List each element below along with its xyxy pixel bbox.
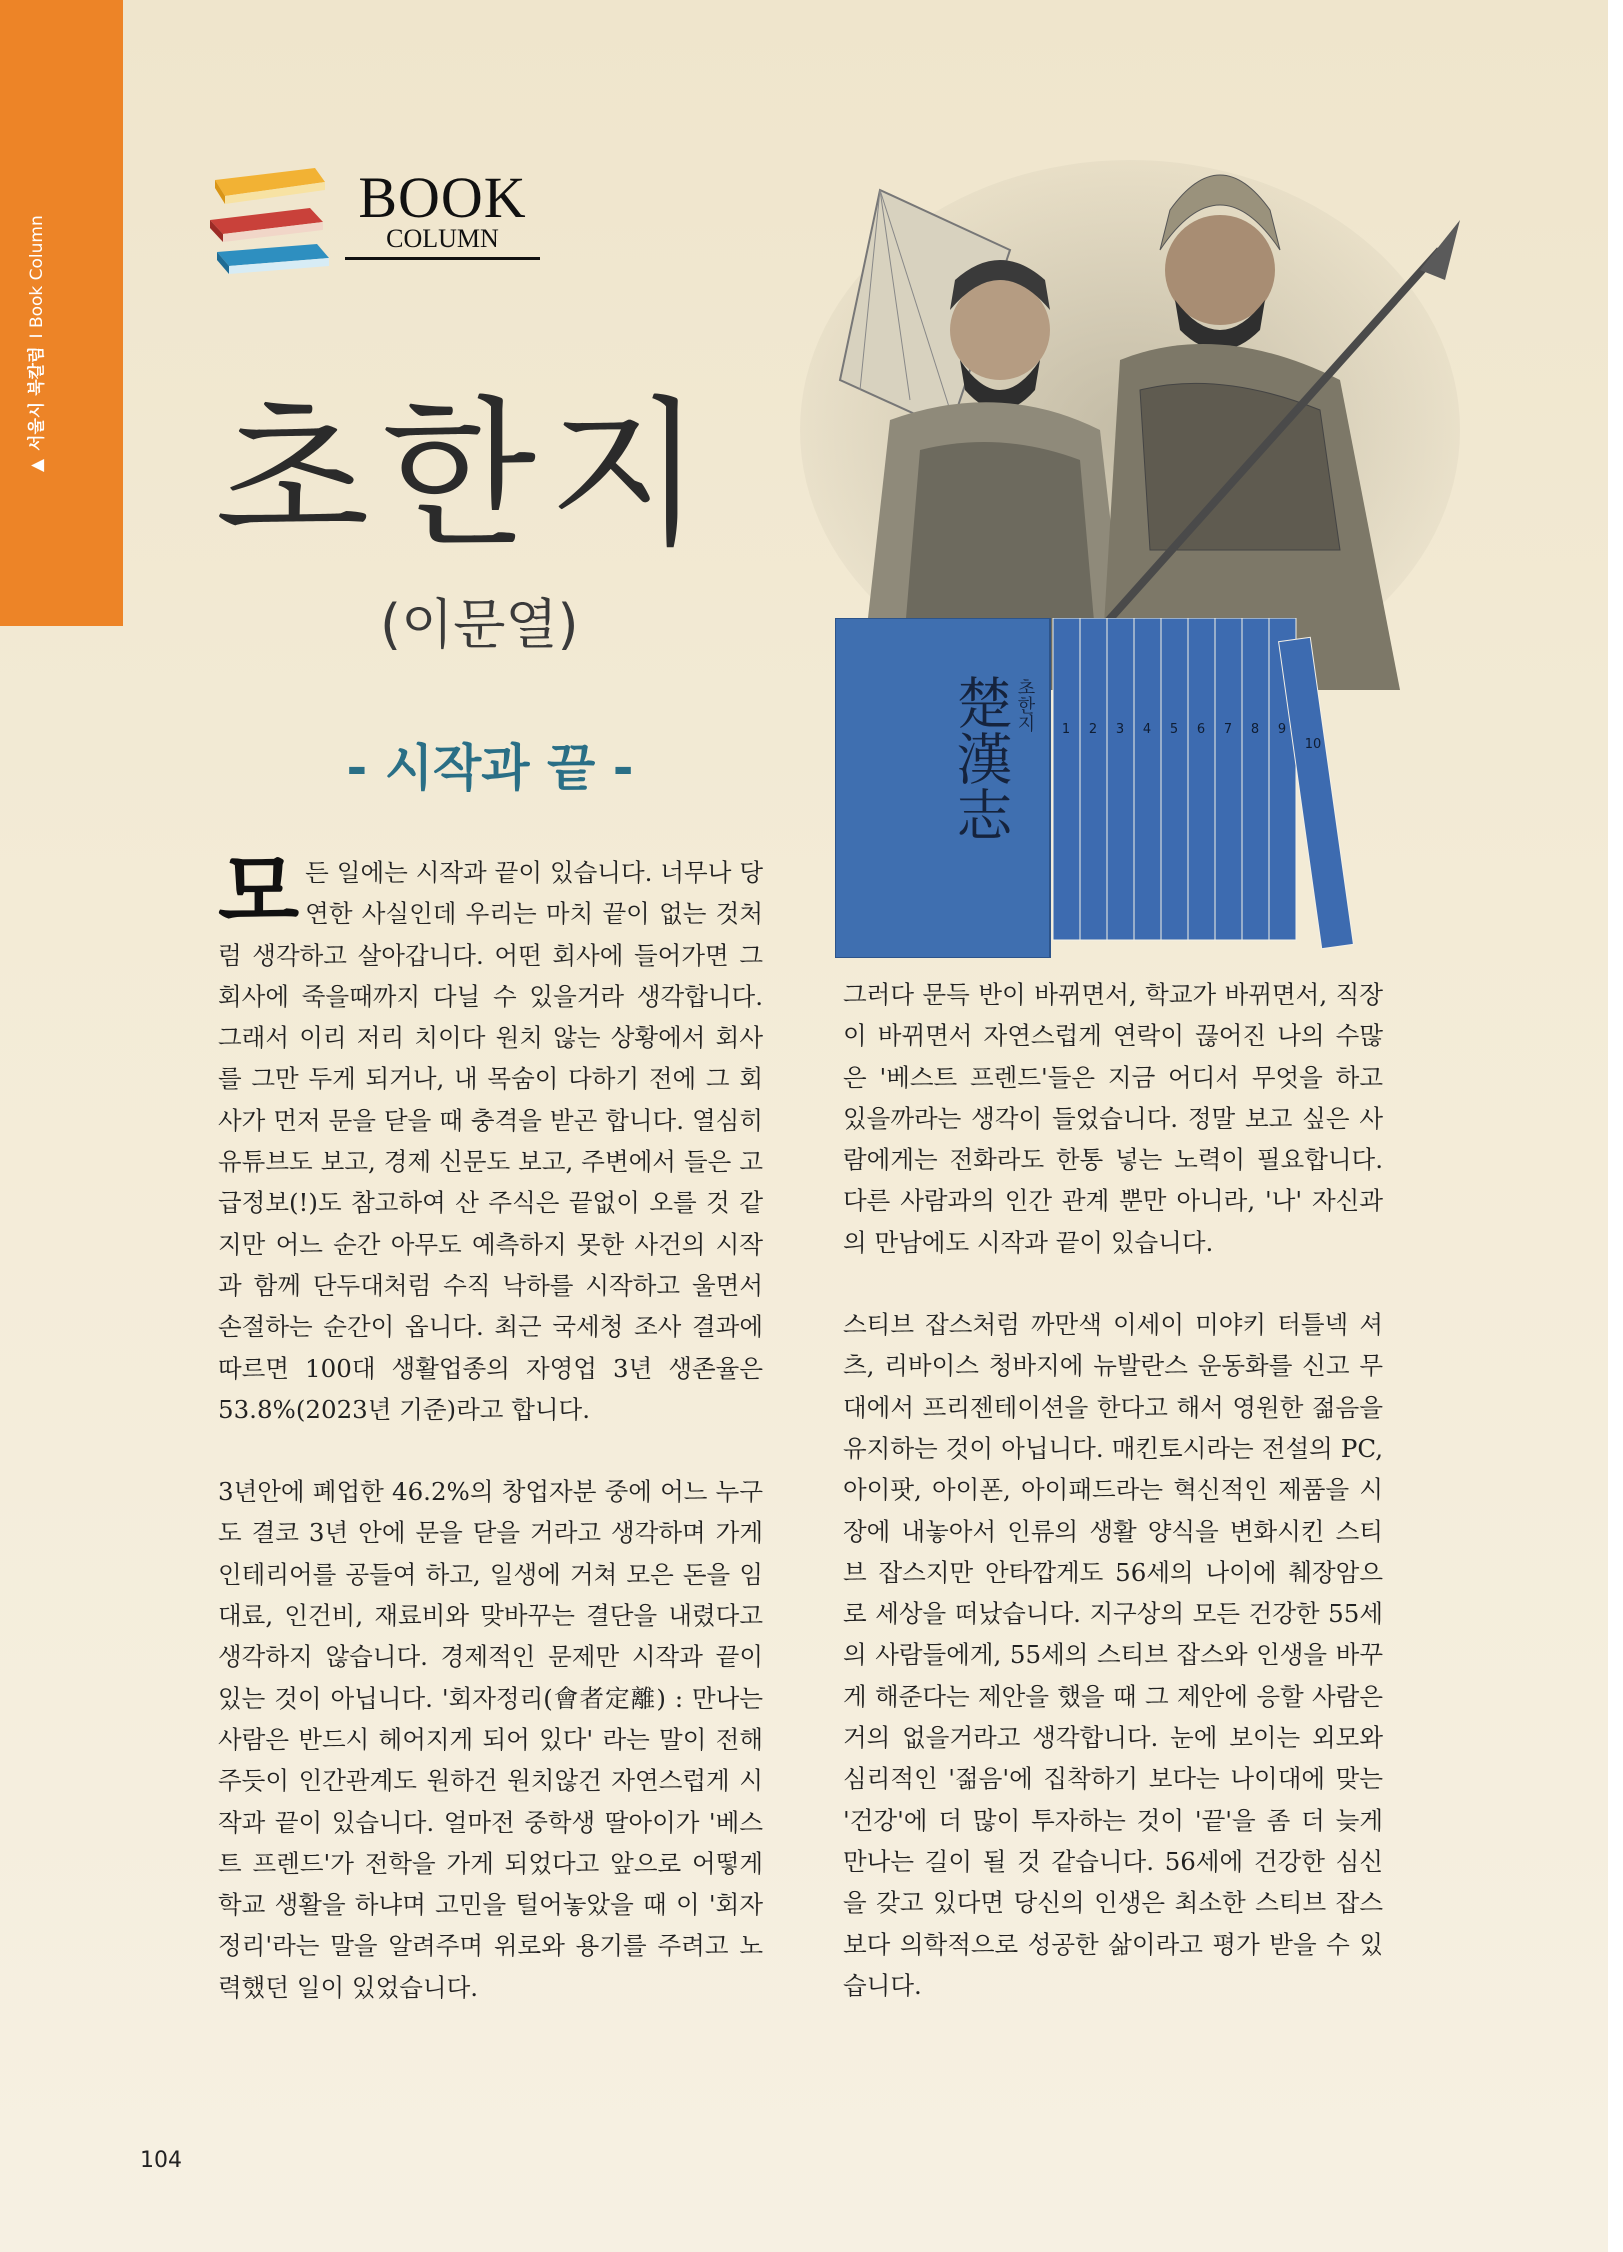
right-paragraph-1: 그러다 문득 반이 바뀌면서, 학교가 바뀌면서, 직장이 바뀌면서 자연스럽게 연락이 끊어진 나의 수많은 '베스트 프렌드'들은 지금 어디서 무엇을 하고 있을까라는 생각이 들었습니다. 정말 보고 싶은 사람에게는 전화라도 한통 넣는 노력이 필요합니다. 다른 사람과의 인간 관계 뿐만 아니라, '나' 자신과의 만남에도 시작과 끝이 있습니다. bbox=[843, 980, 1383, 1257]
volume-2: 2 bbox=[1088, 722, 1098, 737]
volume-9: 9 bbox=[1277, 722, 1287, 737]
box-cover bbox=[835, 618, 1050, 958]
volume-4: 4 bbox=[1142, 722, 1152, 737]
volume-6: 6 bbox=[1196, 722, 1206, 737]
book-set-image bbox=[835, 618, 1365, 958]
volume-10: 10 bbox=[1304, 737, 1322, 752]
side-section: I Book Column bbox=[27, 215, 47, 339]
dropcap: 모 bbox=[218, 842, 300, 941]
page-margin bbox=[1608, 0, 1623, 2252]
right-column bbox=[843, 974, 1383, 2006]
article-author: (이문열) bbox=[380, 593, 579, 656]
left-paragraph-2: 3년안에 폐업한 46.2%의 창업자분 중에 어느 누구도 결코 3년 안에 문을 닫을 거라고 생각하며 가게 인테리어를 공들여 하고, 일생에 거쳐 모은 돈을 임대료, 인건비, 재료비와 맞바꾸는 결단을 내렸다고 생각하지 않습니다. 경제적인 문제만 시작과 끝이 있는 것이 아닙니다. '회자정리(會者定離) : 만나는 사람은 반드시 헤어지게 되어 있다' 라는 말이 전해주듯이 인간관계도 원하건 원치않건 자연스럽게 시작과 끝이 있습니다. 얼마전 중학생 딸아이가 '베스트 프렌드'가 전학을 가게 되었다고 앞으로 어떻게 학교 생활을 하냐며 고민을 털어놓았을 때 이 '회자정리'라는 말을 알려주며 위로와 용기를 주려고 노력했던 일이 있었습니다. bbox=[218, 1477, 763, 2002]
page-number: 104 bbox=[140, 2148, 182, 2173]
volume-3: 3 bbox=[1115, 722, 1125, 737]
header-rule bbox=[345, 257, 540, 260]
book-column-header bbox=[345, 165, 540, 260]
volume-1: 1 bbox=[1061, 722, 1071, 737]
right-paragraph-2: 스티브 잡스처럼 까만색 이세이 미야키 터틀넥 셔츠, 리바이스 청바지에 뉴발란스 운동화를 신고 무대에서 프리젠테이션을 한다고 해서 영원한 젊음을 유지하는 것이 아닙니다. 매킨토시라는 전설의 PC, 아이팟, 아이폰, 아이패드라는 혁신적인 제품을 시장에 내놓아서 인류의 생활 양식을 변화시킨 스티브 잡스지만 안타깝게도 56세의 나이에 췌장암으로 세상을 떠났습니다. 지구상의 모든 건강한 55세의 사람들에게, 55세의 스티브 잡스와 인생을 바꾸게 해준다는 제안을 했을 때 그 제안에 응할 사람은 거의 없을거라고 생각합니다. 눈에 보이는 외모와 심리적인 '젊음'에 집착하기 보다는 나이대에 맞는 '건강'에 더 많이 투자하는 것이 '끝'을 좀 더 늦게 만나는 길이 될 것 같습니다. 56세에 건강한 심신을 갖고 있다면 당신의 인생은 최소한 스티브 잡스 보다 의학적으로 성공한 삶이라고 평가 받을 수 있습니다. bbox=[843, 1310, 1383, 2000]
book-word: BOOK bbox=[358, 165, 527, 230]
left-column bbox=[218, 842, 763, 2008]
side-tab-label bbox=[22, 52, 52, 472]
article-subtitle: - 시작과 끝 - bbox=[346, 739, 634, 797]
volume-spines bbox=[1053, 618, 1353, 949]
box-label-text: 초한지 bbox=[1014, 678, 1036, 732]
article-title: 초한지 bbox=[215, 381, 715, 568]
side-brand: 서울시 북칼럼 bbox=[27, 346, 47, 451]
left-paragraph-1 bbox=[218, 842, 763, 1430]
left-paragraph-1-text: 든 일에는 시작과 끝이 있습니다. 너무나 당연한 사실인데 우리는 마치 끝이 없는 것처럼 생각하고 살아갑니다. 어떤 회사에 들어가면 그 회사에 죽을때까지 다닐 수 있을거라 생각합니다. 그래서 이리 저리 치이다 원치 않는 상황에서 회사를 그만 두게 되거나, 내 목숨이 다하기 전에 그 회사가 먼저 문을 닫을 때 충격을 받곤 합니다. 열심히 유튜브도 보고, 경제 신문도 보고, 주변에서 들은 고급정보(!)도 참고하여 산 주식은 끝없이 오를 것 같지만 어느 순간 아무도 예측하지 못한 사건의 시작과 함께 단두대처럼 수직 낙하를 시작하고 울면서 손절하는 순간이 옵니다. 최근 국세청 조사 결과에 따르면 100대 생활업종의 자영업 3년 생존율은 53.8%(2023년 기준)라고 합니다. bbox=[218, 858, 763, 1424]
column-word: COLUMN bbox=[386, 224, 499, 253]
books-stack-icon bbox=[205, 160, 335, 280]
mountain-icon: ▲ bbox=[27, 458, 47, 472]
volume-7: 7 bbox=[1223, 722, 1233, 737]
volume-8: 8 bbox=[1250, 722, 1260, 737]
side-tab bbox=[0, 0, 123, 626]
box-title-text: 楚漢志 bbox=[947, 674, 1013, 842]
volume-5: 5 bbox=[1169, 722, 1179, 737]
warriors-illustration bbox=[800, 130, 1460, 690]
